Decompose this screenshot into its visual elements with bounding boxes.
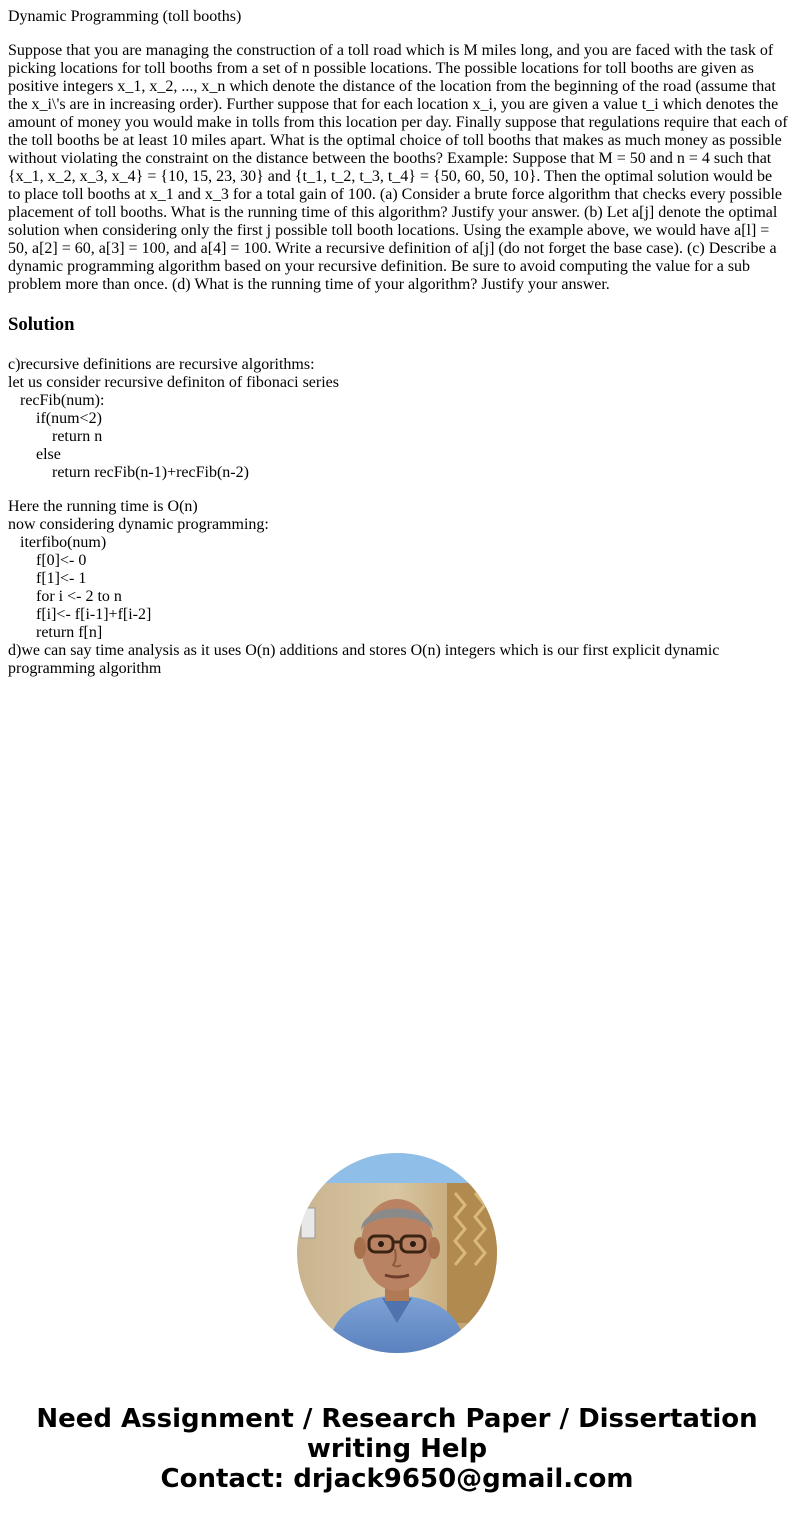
answer-line: let us consider recursive definiton of fibonaci series — [8, 374, 339, 391]
question-title: Dynamic Programming (toll booths) — [8, 8, 242, 25]
promo-line-1: Need Assignment / Research Paper / Dissertation — [36, 1404, 758, 1434]
solution-heading: Solution — [8, 314, 75, 335]
tutor-photo — [297, 1153, 497, 1353]
promo-contact: Contact: drjack9650@gmail.com — [160, 1464, 634, 1494]
code-line: for i <- 2 to n — [8, 588, 122, 605]
code-line: f[i]<- f[i-1]+f[i-2] — [8, 606, 152, 623]
code-line: recFib(num): — [8, 392, 105, 409]
code-line: return recFib(n-1)+recFib(n-2) — [8, 464, 249, 481]
code-line: iterfibo(num) — [8, 534, 107, 551]
answer-line: Here the running time is O(n) — [8, 498, 198, 515]
blank-line — [8, 482, 788, 498]
code-line: if(num<2) — [8, 410, 102, 427]
promo-line-2: writing Help — [306, 1434, 488, 1464]
question-body: Suppose that you are managing the construction of a toll road which is M miles long, and you are faced with the task of picking locations for toll booths from a set of n possible locations. The possible locations for toll booths are given as positive integers x_1, x_2, ..., x_n which denote the distance of the location from the beginning of the road (assume that the x_i\'s are in increasing order). Further suppose that for each location x_i, you are given a value t_i which denotes the amount of money you would make in tolls from this location per day. Finally suppose that regulations require that each of the toll booths be at least 10 miles apart. What is the optimal choice of toll booths that makes as much money as possible without violating the constraint on the distance between the booths? Example: Suppose that M = 50 and n = 4 such that {x_1, x_2, x_3, x_4} = {10, 15, 23, 30} and {t_1, t_2, t_3, t_4} = {50, 60, 50, 10}. Then the optimal solution would be to place toll booths at x_1 and x_3 for a total gain of 100. (a) Consider a brute force algorithm that checks every possible placement of toll booths. What is the running time of this algorithm? Justify your answer. (b) Let a[j] denote the optimal solution when considering only the first j possible toll booth locations. Using the example above, we would have a[l] = 50, a[2] = 60, a[3] = 100, and a[4] = 100. Write a recursive definition of a[j] (do not forget the base case). (c) Describe a dynamic programming algorithm based on your recursive definition. Be sure to avoid computing the value for a sub problem more than once. (d) What is the running time of your algorithm? Justify your answer. — [8, 42, 788, 293]
promo-banner — [0, 1404, 794, 1494]
code-line: f[1]<- 1 — [8, 570, 87, 587]
code-line: f[0]<- 0 — [8, 552, 87, 569]
answer-line: now considering dynamic programming: — [8, 516, 269, 533]
document-content — [8, 8, 788, 678]
code-line: else — [8, 446, 61, 463]
answer-line: c)recursive definitions are recursive algorithms: — [8, 356, 315, 373]
solution-answer — [8, 356, 788, 678]
code-line: return f[n] — [8, 624, 103, 641]
answer-line: d)we can say time analysis as it uses O(n) additions and stores O(n) integers which is our first explicit dynamic programming algorithm — [8, 642, 720, 677]
code-line: return n — [8, 428, 103, 445]
